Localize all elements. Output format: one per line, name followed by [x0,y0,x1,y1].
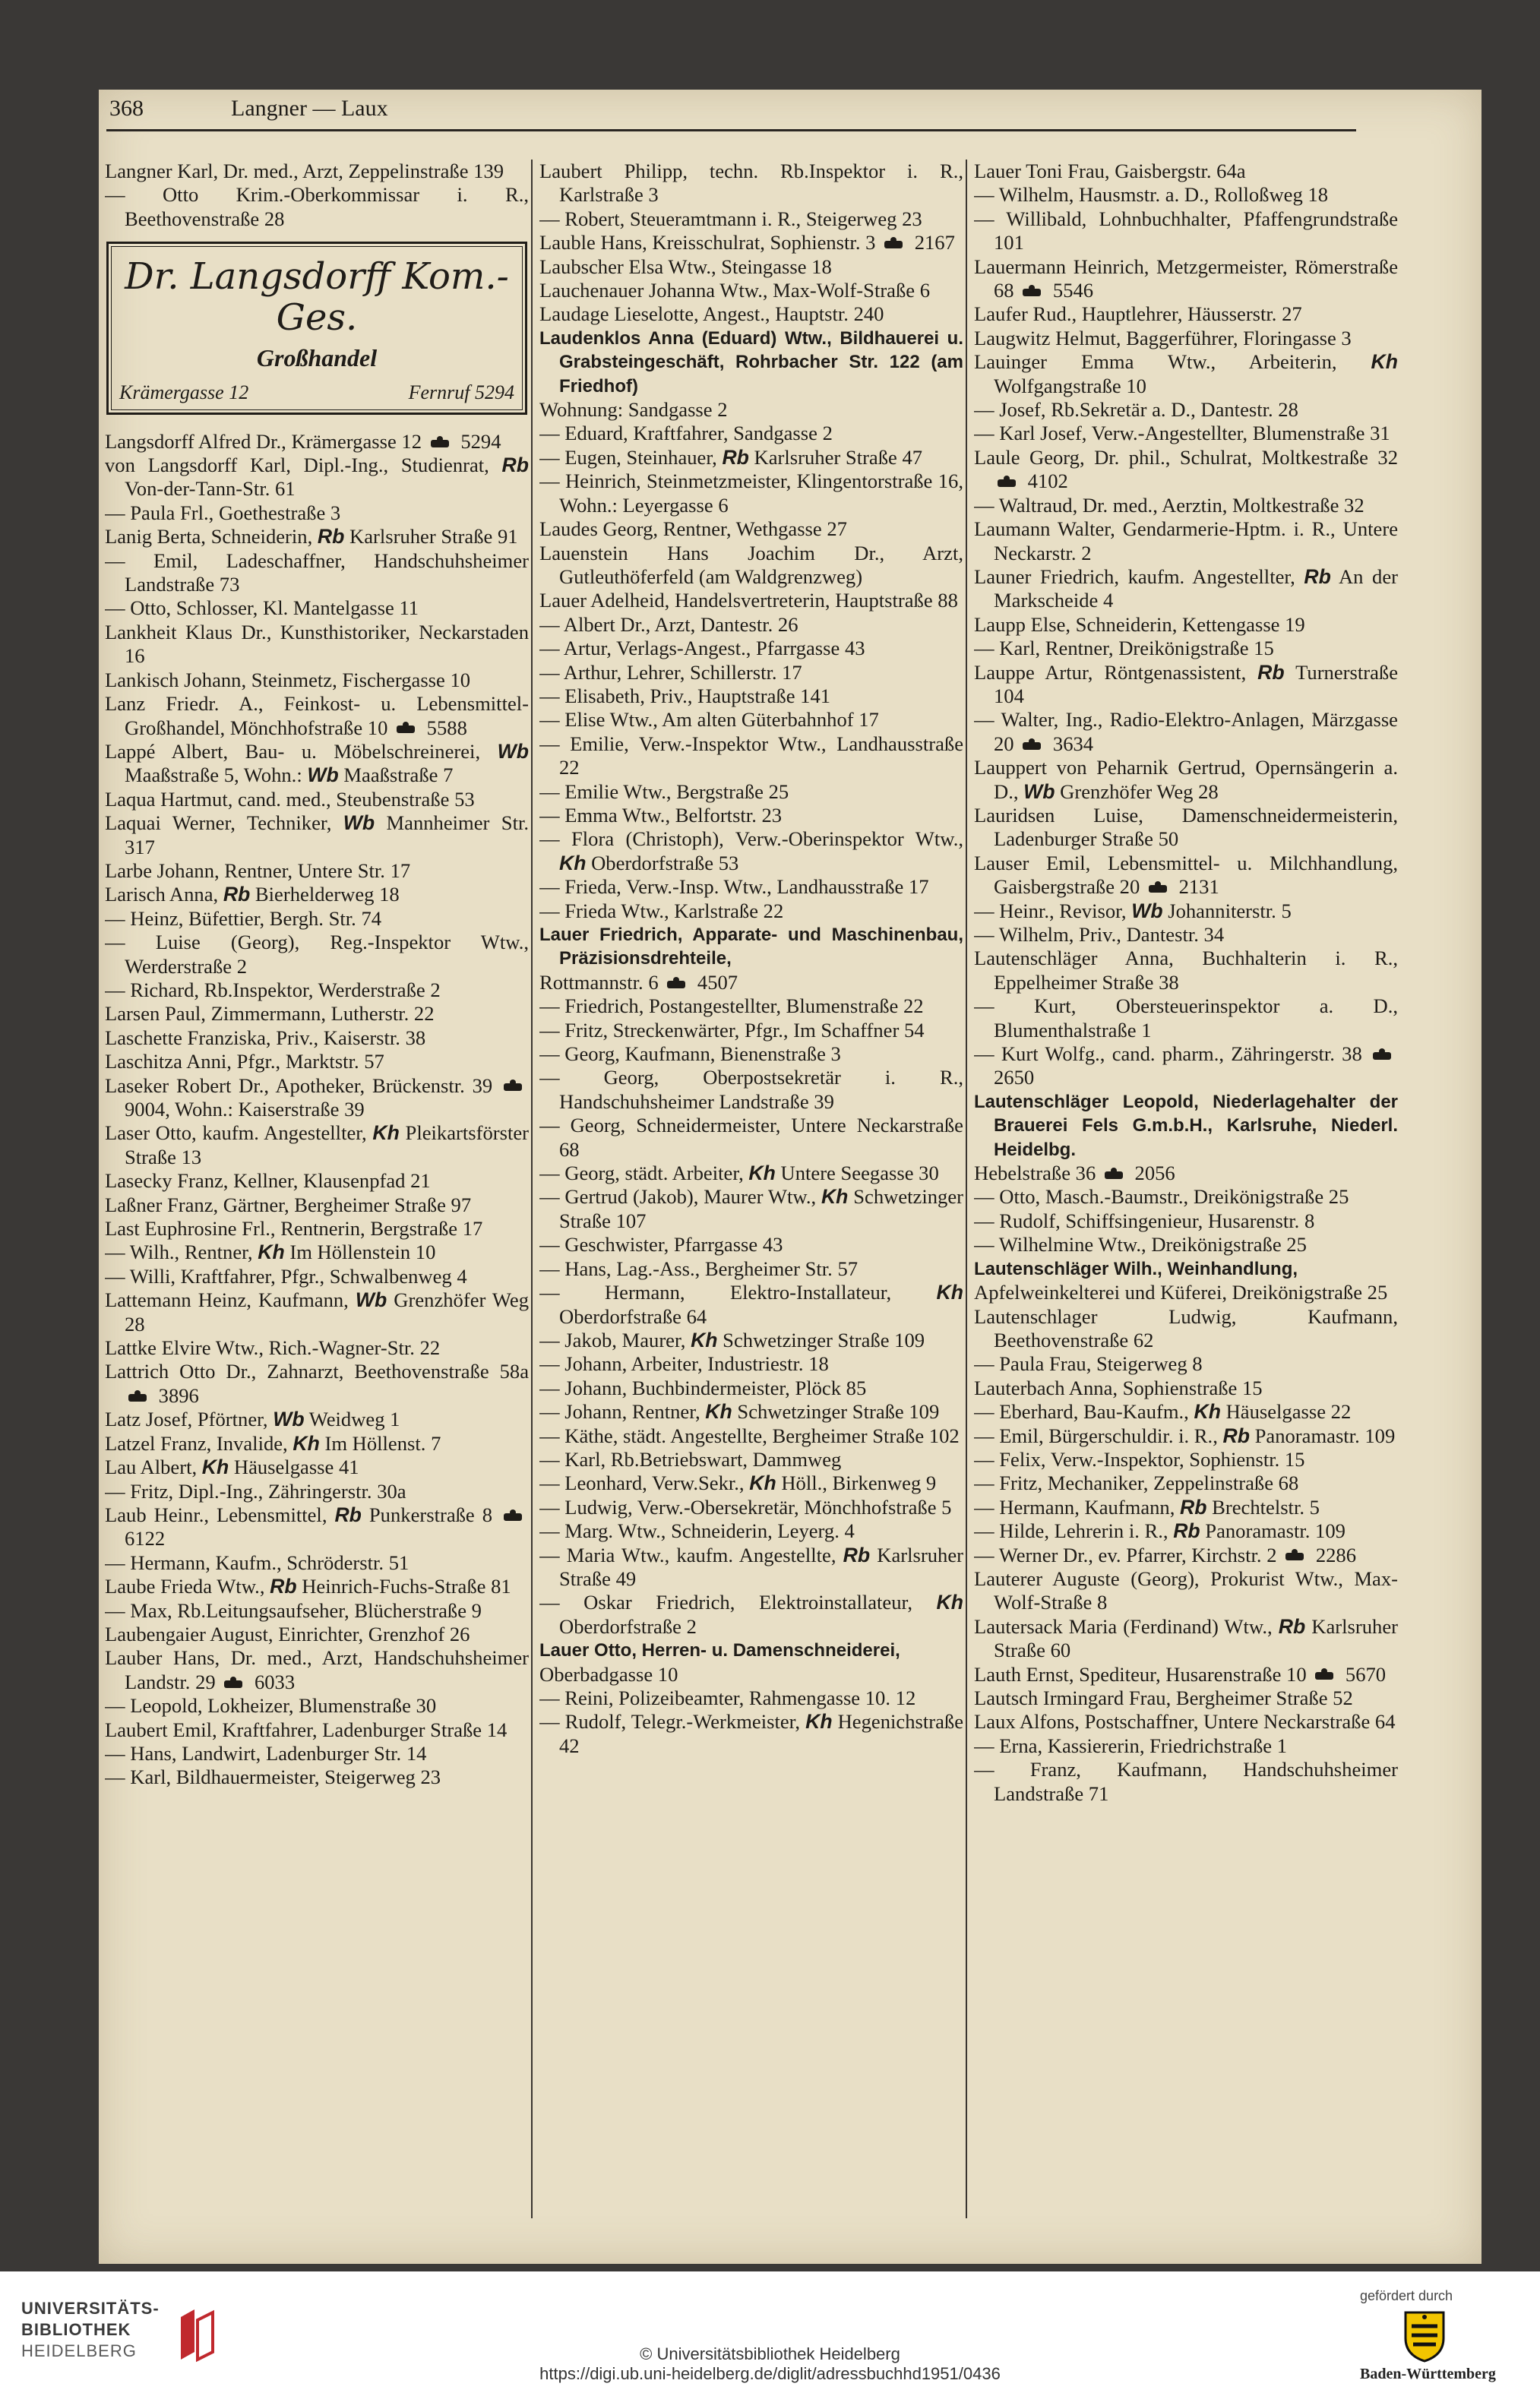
directory-entry: — Marg. Wtw., Schneiderin, Leyerg. 4 [539,1519,855,1543]
district-abbreviation: Kh [805,1710,833,1734]
ad-company-name: Dr. Langsdorff Kom.-Ges. [125,255,509,340]
directory-column-1 [105,160,529,2233]
advertisement-box [106,242,527,414]
directory-entry: Lautsch Irmingard Frau, Bergheimer Straße 52 [974,1686,1353,1709]
district-abbreviation: Wb [273,1408,305,1431]
viewer-footer [0,2271,1540,2393]
district-abbreviation: Rb [1278,1614,1306,1638]
page-number: 368 [109,96,144,121]
directory-entry: Laseker Robert Dr., Apotheker, Brückenstr. 39 9004, Wohn.: Kaiserstraße 39 [105,1074,529,1122]
directory-entry: — Hermann, Elektro-Installateur, Kh Oberdorfstraße 64 [539,1281,963,1328]
directory-entry: — Hans, Lag.-Ass., Bergheimer Str. 57 [539,1257,859,1280]
directory-entry: — Max, Rb.Leitungsaufseher, Blücherstraße 9 [105,1598,482,1622]
directory-entry: — Johann, Rentner, Kh Schwetzinger Straße 109 [539,1400,940,1424]
directory-entry: — Rudolf, Telegr.-Werkmeister, Kh Hegenichstraße 42 [539,1710,963,1757]
directory-entry: Laudenklos Anna (Eduard) Wtw., Bildhauerei u. Grabsteingeschäft, Rohrbacher Str. 122 (am Friedhof) [539,327,963,397]
directory-entry: Laudage Lieselotte, Angest., Hauptstr. 240 [539,302,884,326]
directory-entry: Lauer Friedrich, Apparate- und Maschinenbau, Präzisionsdrehteile, [539,925,963,969]
directory-entry: Laubert Philipp, techn. Rb.Inspektor i. R., Karlstraße 3 [539,160,963,207]
directory-entry: Lauterbach Anna, Sophienstraße 15 [974,1376,1263,1399]
directory-entry: — Oskar Friedrich, Elektroinstallateur, Kh Oberdorfstraße 2 [539,1591,963,1638]
directory-entry: — Wilhelm, Hausmstr. a. D., Rolloßweg 18 [974,183,1329,207]
telephone-icon [1022,286,1045,299]
directory-entry: — Albert Dr., Arzt, Dantestr. 26 [539,612,798,636]
directory-entry: — Ludwig, Verw.-Obersekretär, Mönchhofstraße 5 [539,1495,952,1519]
directory-entry: — Robert, Steueramtmann i. R., Steigerweg 23 [539,207,922,230]
directory-entry: — Gertrud (Jakob), Maurer Wtw., Kh Schwetzinger Straße 107 [539,1185,963,1232]
directory-entry: Lautenschlager Ludwig, Kaufmann, Beethovenstraße 62 [974,1304,1398,1351]
directory-column-2 [539,160,963,2233]
directory-entry: Laser Otto, kaufm. Angestellter, Kh Pleikartsförster Straße 13 [105,1121,529,1168]
district-abbreviation: Wb [307,763,339,787]
directory-entry: Lauth Ernst, Spediteur, Husarenstraße 10 5670 [974,1662,1387,1686]
directory-entry: Lauber Hans, Dr. med., Arzt, Handschuhsheimer Landstr. 29 6033 [105,1646,529,1693]
directory-entry: Langner Karl, Dr. med., Arzt, Zeppelinstraße 139 [105,160,504,182]
directory-entry: Lautenschläger Leopold, Niederlagehalter der Brauerei Fels G.m.b.H., Karlsruhe, Niederl. Heidelbg. [974,1091,1398,1160]
ad-address: Krämergasse 12 [119,381,249,404]
directory-entry: — Georg, Oberpostsekretär i. R., Handschuhsheimer Landstraße 39 [539,1066,963,1113]
directory-entry: — Kurt Wolfg., cand. pharm., Zähringerstr. 38 2650 [974,1042,1398,1090]
directory-entry: — Käthe, städt. Angestellte, Bergheimer Straße 102 [539,1424,960,1447]
district-abbreviation: Rb [317,525,345,548]
directory-entry: Lauermann Heinrich, Metzgermeister, Römerstraße 68 5546 [974,254,1398,302]
directory-entry: Lauer Toni Frau, Gaisbergstr. 64a [974,160,1246,182]
directory-entry: — Hermann, Kaufmann, Rb Brechtelstr. 5 [974,1495,1320,1519]
directory-entry: Hebelstraße 36 2056 [974,1162,1175,1185]
telephone-icon [1285,1551,1308,1563]
directory-entry: Lanz Friedr. A., Feinkost- u. Lebensmittel-Großhandel, Mönchhofstraße 10 5588 [105,692,529,739]
directory-entry: — Erna, Kassiererin, Friedrichstraße 1 [974,1734,1288,1757]
district-abbreviation: Rb [270,1575,297,1598]
directory-entry: Langsdorff Alfred Dr., Krämergasse 12 5294 [105,429,501,453]
directory-entry: — Flora (Christoph), Verw.-Oberinspektor Wtw., Kh Oberdorfstraße 53 [539,827,963,874]
directory-entry: Laquai Werner, Techniker, Wb Mannheimer Str. 317 [105,811,529,858]
telephone-icon [1148,883,1171,895]
column-divider [966,160,967,2218]
directory-entry: — Fritz, Mechaniker, Zeppelinstraße 68 [974,1472,1299,1495]
directory-entry: — Arthur, Lehrer, Schillerstr. 17 [539,660,802,684]
directory-entry: — Heinrich, Steinmetzmeister, Klingentorstraße 16, Wohn.: Leyergasse 6 [539,469,963,517]
library-name-line: HEIDELBERG [21,2341,137,2360]
directory-entry: Lauppert von Peharnik Gertrud, Opernsängerin a. D., Wb Grenzhöfer Weg 28 [974,756,1398,803]
district-abbreviation: Kh [372,1121,400,1145]
directory-entry: Laupp Else, Schneiderin, Kettengasse 19 [974,612,1305,636]
telephone-icon [223,1678,246,1690]
district-abbreviation: Wb [343,811,375,835]
directory-entry: — Felix, Verw.-Inspektor, Sophienstr. 15 [974,1447,1305,1471]
directory-entry: — Otto Krim.-Oberkommissar i. R., Beethovenstraße 28 [105,183,529,230]
funder-label: gefördert durch [1360,2288,1453,2303]
directory-entry: Laux Alfons, Postschaffner, Untere Neckarstraße 64 [974,1710,1396,1734]
directory-entry: Wohnung: Sandgasse 2 [539,398,728,422]
directory-entry: Laschette Franziska, Priv., Kaiserstr. 38 [105,1026,426,1049]
directory-entry: — Eugen, Steinhauer, Rb Karlsruher Straße 47 [539,445,923,469]
directory-entry: — Josef, Rb.Sekretär a. D., Dantestr. 28 [974,398,1298,422]
telephone-icon [997,477,1020,489]
directory-entry: Lau Albert, Kh Häuselgasse 41 [105,1456,359,1479]
telephone-icon [884,239,906,251]
directory-entry: Laufer Rud., Hauptlehrer, Häusserstr. 27 [974,302,1302,326]
district-abbreviation: Rb [1257,660,1285,684]
directory-entry: Lauinger Emma Wtw., Arbeiterin, Kh Wolfgangstraße 10 [974,350,1398,397]
directory-entry: Lauser Emil, Lebensmittel- u. Milchhandlung, Gaisbergstraße 20 2131 [974,851,1398,899]
directory-entry: — Werner Dr., ev. Pfarrer, Kirchstr. 2 2286 [974,1543,1357,1566]
directory-entry: — Franz, Kaufmann, Handschuhsheimer Landstraße 71 [974,1758,1398,1805]
directory-entry: — Emil, Bürgerschuldir. i. R., Rb Panoramastr. 109 [974,1424,1396,1447]
telephone-icon [503,1081,526,1093]
directory-entry: — Emma Wtw., Belfortstr. 23 [539,803,783,827]
directory-entry: — Rudolf, Schiffsingenieur, Husarenstr. 8 [974,1209,1315,1232]
directory-entry: — Eberhard, Bau-Kaufm., Kh Häuselgasse 22 [974,1400,1352,1424]
district-abbreviation: Rb [843,1543,871,1566]
library-name-line: UNIVERSITÄTS- [21,2299,160,2318]
directory-entry: — Richard, Rb.Inspektor, Werderstraße 2 [105,978,441,1001]
ad-phone: Fernruf 5294 [408,381,514,404]
library-name-line: BIBLIOTHEK [21,2320,131,2339]
directory-entry: — Emil, Ladeschaffner, Handschuhsheimer Landstraße 73 [105,548,529,596]
directory-entry: — Otto, Schlosser, Kl. Mantelgasse 11 [105,596,419,620]
directory-entry: Laumann Walter, Gendarmerie-Hptm. i. R., Untere Neckarstr. 2 [974,517,1398,564]
directory-entry: — Karl, Bildhauermeister, Steigerweg 23 [105,1766,441,1789]
directory-entry: — Karl, Rb.Betriebswart, Dammweg [539,1447,842,1471]
directory-entry: Larisch Anna, Rb Bierhelderweg 18 [105,883,400,906]
directory-entry: — Heinz, Büfettier, Bergh. Str. 74 [105,906,382,930]
directory-entry: Laugwitz Helmut, Baggerführer, Floringasse 3 [974,326,1352,349]
directory-entry: — Karl Josef, Verw.-Angestellter, Blumenstraße 31 [974,422,1390,445]
district-abbreviation: Rb [334,1503,362,1526]
directory-entry: Larsen Paul, Zimmermann, Lutherstr. 22 [105,1002,435,1026]
directory-entry: Lauer Otto, Herren- u. Damenschneiderei, [539,1640,900,1661]
district-abbreviation: Rb [1180,1495,1207,1519]
directory-entry: — Leopold, Lokheizer, Blumenstraße 30 [105,1694,437,1718]
telephone-icon [666,978,689,991]
directory-entry: — Georg, Kaufmann, Bienenstraße 3 [539,1042,841,1066]
directory-entry: Larbe Johann, Rentner, Untere Str. 17 [105,858,411,882]
directory-entry: — Otto, Masch.-Baumstr., Dreikönigstraße 25 [974,1185,1349,1209]
directory-entry: — Wilhelm, Priv., Dantestr. 34 [974,923,1225,946]
directory-entry: — Wilh., Rentner, Kh Im Höllenstein 10 [105,1241,436,1264]
directory-entry: — Geschwister, Pfarrgasse 43 [539,1233,783,1257]
telephone-icon [1104,1169,1127,1181]
district-abbreviation: Kh [559,851,587,874]
directory-entry: — Georg, Schneidermeister, Untere Neckarstraße 68 [539,1114,963,1161]
directory-entry: — Fritz, Dipl.-Ing., Zähringerstr. 30a [105,1479,406,1503]
directory-entry: Lauble Hans, Kreisschulrat, Sophienstr. 3 2167 [539,231,955,254]
directory-entry: — Luise (Georg), Reg.-Inspektor Wtw., Werderstraße 2 [105,931,529,978]
directory-entry: Lattke Elvire Wtw., Rich.-Wagner-Str. 22 [105,1336,441,1360]
district-abbreviation: Rb [1222,1424,1250,1447]
directory-entry: Lankheit Klaus Dr., Kunsthistoriker, Neckarstaden 16 [105,620,529,668]
district-abbreviation: Wb [1023,779,1055,803]
district-abbreviation: Kh [293,1431,320,1455]
district-abbreviation: Kh [749,1472,776,1495]
directory-entry: — Frieda, Verw.-Insp. Wtw., Landhausstraße 17 [539,875,929,899]
directory-entry: — Fritz, Streckenwärter, Pfgr., Im Schaffner 54 [539,1018,925,1042]
column-divider [531,160,533,2218]
telephone-icon [1314,1670,1337,1682]
directory-entry: — Kurt, Obersteuerinspektor a. D., Blumenthalstraße 1 [974,994,1398,1042]
directory-entry: Laqua Hartmut, cand. med., Steubenstraße 53 [105,787,475,811]
telephone-icon [503,1511,526,1523]
telephone-icon [1022,740,1045,752]
directory-entry: Rottmannstr. 6 4507 [539,970,738,994]
directory-entry: Lauenstein Hans Joachim Dr., Arzt, Gutleuthöferfeld (am Waldgrenzweg) [539,541,963,588]
directory-entry: Lauppe Artur, Röntgenassistent, Rb Turnerstraße 104 [974,660,1398,707]
directory-entry: — Eduard, Kraftfahrer, Sandgasse 2 [539,422,833,445]
district-abbreviation: Kh [705,1400,732,1424]
directory-entry: Lattrich Otto Dr., Zahnarzt, Beethovenstraße 58a 3896 [105,1360,529,1407]
directory-entry: Lautenschläger Wilh., Weinhandlung, [974,1258,1298,1279]
directory-entry: Lasecky Franz, Kellner, Klausenpfad 21 [105,1169,431,1193]
directory-entry: — Emilie Wtw., Bergstraße 25 [539,779,789,803]
directory-entry: — Reini, Polizeibeamter, Rahmengasse 10. 12 [539,1686,916,1709]
directory-entry: Launer Friedrich, kaufm. Angestellter, Rb An der Markscheide 4 [974,564,1398,612]
directory-entry: Latz Josef, Pförtner, Wb Weidweg 1 [105,1408,400,1431]
directory-entry: Laule Georg, Dr. phil., Schulrat, Moltkestraße 32 4102 [974,445,1398,493]
running-head [109,96,1355,129]
directory-entry: — Hans, Landwirt, Ladenburger Str. 14 [105,1741,427,1765]
copyright-notice: © Universitätsbibliothek Heidelberg [640,2344,900,2363]
telephone-icon [430,438,453,450]
header-rule [106,129,1356,131]
directory-entry: Lauridsen Luise, Damenschneidermeisterin, Ladenburger Straße 50 [974,803,1398,851]
directory-entry: — Artur, Verlags-Angest., Pfarrgasse 43 [539,637,865,660]
telephone-icon [128,1392,150,1404]
directory-entry: Laubscher Elsa Wtw., Steingasse 18 [539,254,832,278]
directory-entry: Lappé Albert, Bau- u. Möbelschreinerei, Wb Maaßstraße 5, Wohn.: Wb Maaßstraße 7 [105,739,529,787]
directory-entry: — Paula Frau, Steigerweg 8 [974,1352,1203,1376]
directory-entry: — Wilhelmine Wtw., Dreikönigstraße 25 [974,1233,1307,1257]
directory-entry: Latzel Franz, Invalide, Kh Im Höllenst. 7 [105,1431,441,1455]
directory-entry: — Frieda Wtw., Karlstraße 22 [539,899,784,922]
directory-entry: Laubengaier August, Einrichter, Grenzhof 26 [105,1622,470,1645]
directory-entry: Lautenschläger Anna, Buchhalterin i. R., Eppelheimer Straße 38 [974,947,1398,994]
district-abbreviation: Rb [501,454,529,477]
district-abbreviation: Rb [1304,564,1331,588]
directory-entry: — Waltraud, Dr. med., Aerztin, Moltkestraße 32 [974,493,1364,517]
directory-entry: Lautersack Maria (Ferdinand) Wtw., Rb Karlsruher Straße 60 [974,1614,1398,1662]
district-abbreviation: Rb [1173,1519,1200,1543]
directory-entry: — Walter, Ing., Radio-Elektro-Anlagen, Märzgasse 20 3634 [974,708,1398,755]
district-abbreviation: Kh [821,1185,849,1209]
directory-entry: — Hermann, Kaufm., Schröderstr. 51 [105,1551,410,1574]
directory-entry: Lauer Adelheid, Handelsvertreterin, Hauptstraße 88 [539,589,958,612]
directory-entry: Lauterer Auguste (Georg), Prokurist Wtw., Max-Wolf-Straße 8 [974,1566,1398,1614]
permalink[interactable]: https://digi.ub.uni-heidelberg.de/diglit/adressbuchhd1951/0436 [539,2364,1001,2383]
directory-entry: — Johann, Buchbindermeister, Plöck 85 [539,1376,867,1399]
directory-entry: Oberbadgasse 10 [539,1662,678,1686]
district-abbreviation: Kh [936,1281,963,1304]
district-abbreviation: Rb [223,883,251,906]
directory-entry: Apfelweinkelterei und Küferei, Dreikönigstraße 25 [974,1281,1388,1304]
district-abbreviation: Kh [258,1241,285,1264]
directory-entry: Lauchenauer Johanna Wtw., Max-Wolf-Straße 6 [539,279,931,302]
directory-entry: Lanig Berta, Schneiderin, Rb Karlsruher Straße 91 [105,525,518,548]
directory-entry: Lankisch Johann, Steinmetz, Fischergasse 10 [105,668,471,691]
telephone-icon [396,723,419,735]
funder-name: Baden-Württemberg [1360,2366,1496,2382]
directory-entry: — Jakob, Maurer, Kh Schwetzinger Straße 109 [539,1328,925,1351]
directory-entry: Lattemann Heinz, Kaufmann, Wb Grenzhöfer Weg 28 [105,1288,529,1336]
directory-entry: — Emilie, Verw.-Inspektor Wtw., Landhausstraße 22 [539,732,963,779]
directory-entry: Laube Frieda Wtw., Rb Heinrich-Fuchs-Straße 81 [105,1575,511,1598]
directory-entry: — Elise Wtw., Am alten Güterbahnhof 17 [539,708,879,732]
district-abbreviation: Kh [1194,1400,1221,1424]
directory-entry: — Willibald, Lohnbuchhalter, Pfaffengrundstraße 101 [974,207,1398,254]
district-abbreviation: Wb [355,1288,387,1312]
district-abbreviation: Kh [201,1456,229,1479]
district-abbreviation: Kh [936,1591,963,1614]
ad-subtitle: Großhandel [256,344,378,372]
district-abbreviation: Wb [497,739,529,763]
running-title: Langner — Laux [231,96,388,121]
district-abbreviation: Rb [722,445,749,469]
directory-entry: Last Euphrosine Frl., Rentnerin, Bergstraße 17 [105,1217,483,1241]
directory-entry: Laub Heinr., Lebensmittel, Rb Punkerstraße 8 6122 [105,1503,529,1551]
telephone-icon [1372,1050,1395,1062]
directory-entry: Laschitza Anni, Pfgr., Marktstr. 57 [105,1050,384,1073]
directory-entry: Laßner Franz, Gärtner, Bergheimer Straße 97 [105,1193,472,1216]
district-abbreviation: Kh [748,1162,776,1185]
directory-entry: — Willi, Kraftfahrer, Pfgr., Schwalbenweg 4 [105,1264,467,1288]
ad-footer [116,381,517,404]
district-abbreviation: Kh [1371,350,1398,374]
district-abbreviation: Wb [1131,899,1163,922]
directory-entry: — Friedrich, Postangestellter, Blumenstraße 22 [539,994,924,1018]
directory-entry: — Paula Frl., Goethestraße 3 [105,501,341,524]
directory-entry: — Maria Wtw., kaufm. Angestellte, Rb Karlsruher Straße 49 [539,1543,963,1590]
directory-entry: — Georg, städt. Arbeiter, Kh Untere Seegasse 30 [539,1162,939,1185]
directory-entry: — Hilde, Lehrerin i. R., Rb Panoramastr. 109 [974,1519,1346,1543]
directory-entry: Laudes Georg, Rentner, Wethgasse 27 [539,517,847,541]
directory-entry: Laubert Emil, Kraftfahrer, Ladenburger Straße 14 [105,1718,508,1741]
directory-column-3 [974,160,1398,2233]
directory-entry: — Leonhard, Verw.Sekr., Kh Höll., Birkenweg 9 [539,1472,937,1495]
directory-entry: von Langsdorff Karl, Dipl.-Ing., Studienrat, Rb Von-der-Tann-Str. 61 [105,454,529,501]
directory-entry: — Johann, Arbeiter, Industriestr. 18 [539,1352,829,1376]
directory-entry: — Elisabeth, Priv., Hauptstraße 141 [539,684,831,707]
district-abbreviation: Kh [691,1328,718,1351]
directory-entry: — Karl, Rentner, Dreikönigstraße 15 [974,637,1274,660]
directory-entry: — Heinr., Revisor, Wb Johanniterstr. 5 [974,899,1292,922]
baden-wuerttemberg-emblem-icon[interactable] [1396,2308,1453,2363]
